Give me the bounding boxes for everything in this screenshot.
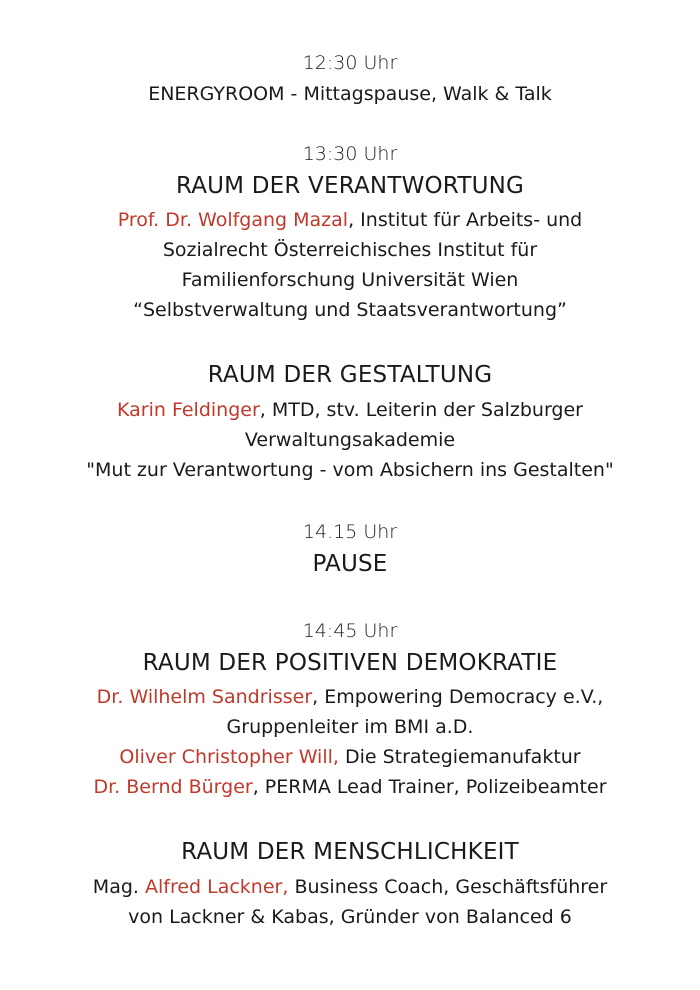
heading-verantwortung: RAUM DER VERANTWORTUNG (175, 173, 525, 199)
talk-title-feldinger: "Mut zur Verantwortung - vom Absichern ins Gestalten" (86, 459, 614, 481)
talk-title-mazal: “Selbstverwaltung und Staatsverantwortung” (133, 299, 567, 321)
speaker-mazal: Prof. Dr. Wolfgang Mazal (117, 209, 349, 231)
separator: - (284, 83, 304, 105)
mazal-line-2: Sozialrecht Österreichisches Institut für (162, 239, 538, 261)
speaker-lackner: Alfred Lackner, (144, 876, 289, 898)
speaker-buerger: Dr. Bernd Bürger (93, 776, 253, 798)
mazal-line-3: Familienforschung Universität Wien (181, 269, 519, 291)
lackner-affiliation: Business Coach, Geschäftsführer (288, 876, 608, 898)
energyroom-desc: Mittagspause, Walk & Talk (303, 83, 552, 105)
lackner-line-1 (0, 876, 700, 898)
will-line (0, 746, 700, 768)
feldinger-line-1 (0, 399, 700, 421)
will-affiliation: Die Strategiemanufaktur (338, 746, 581, 768)
lackner-prefix: Mag. (92, 876, 145, 898)
feldinger-line-2: Verwaltungsakademie (244, 429, 456, 451)
mazal-line-1 (0, 209, 700, 231)
speaker-sandrisser: Dr. Wilhelm Sandrisser (96, 686, 313, 708)
energyroom-label: ENERGYROOM (148, 83, 285, 105)
time-1415: 14.15 Uhr (302, 521, 398, 543)
heading-positive-demokratie: RAUM DER POSITIVEN DEMOKRATIE (142, 650, 558, 676)
heading-pause: PAUSE (312, 551, 388, 577)
sandrisser-affiliation: , Empowering Democracy e.V., (312, 686, 604, 708)
heading-menschlichkeit: RAUM DER MENSCHLICHKEIT (181, 839, 519, 865)
buerger-line (0, 776, 700, 798)
time-1330: 13:30 Uhr (302, 143, 398, 165)
energyroom-line (0, 83, 700, 105)
speaker-will: Oliver Christopher Will, (119, 746, 339, 768)
sandrisser-line-1 (0, 686, 700, 708)
buerger-affiliation: , PERMA Lead Trainer, Polizeibeamter (252, 776, 607, 798)
lackner-line-2: von Lackner & Kabas, Gründer von Balanced 6 (128, 906, 572, 928)
time-1230: 12:30 Uhr (302, 52, 398, 74)
time-1445: 14:45 Uhr (302, 620, 398, 642)
heading-gestaltung: RAUM DER GESTALTUNG (207, 362, 493, 388)
sandrisser-line-2: Gruppenleiter im BMI a.D. (226, 716, 474, 738)
mazal-affiliation: , Institut für Arbeits- und (348, 209, 583, 231)
speaker-feldinger: Karin Feldinger (117, 399, 260, 421)
feldinger-affiliation: , MTD, stv. Leiterin der Salzburger (259, 399, 583, 421)
